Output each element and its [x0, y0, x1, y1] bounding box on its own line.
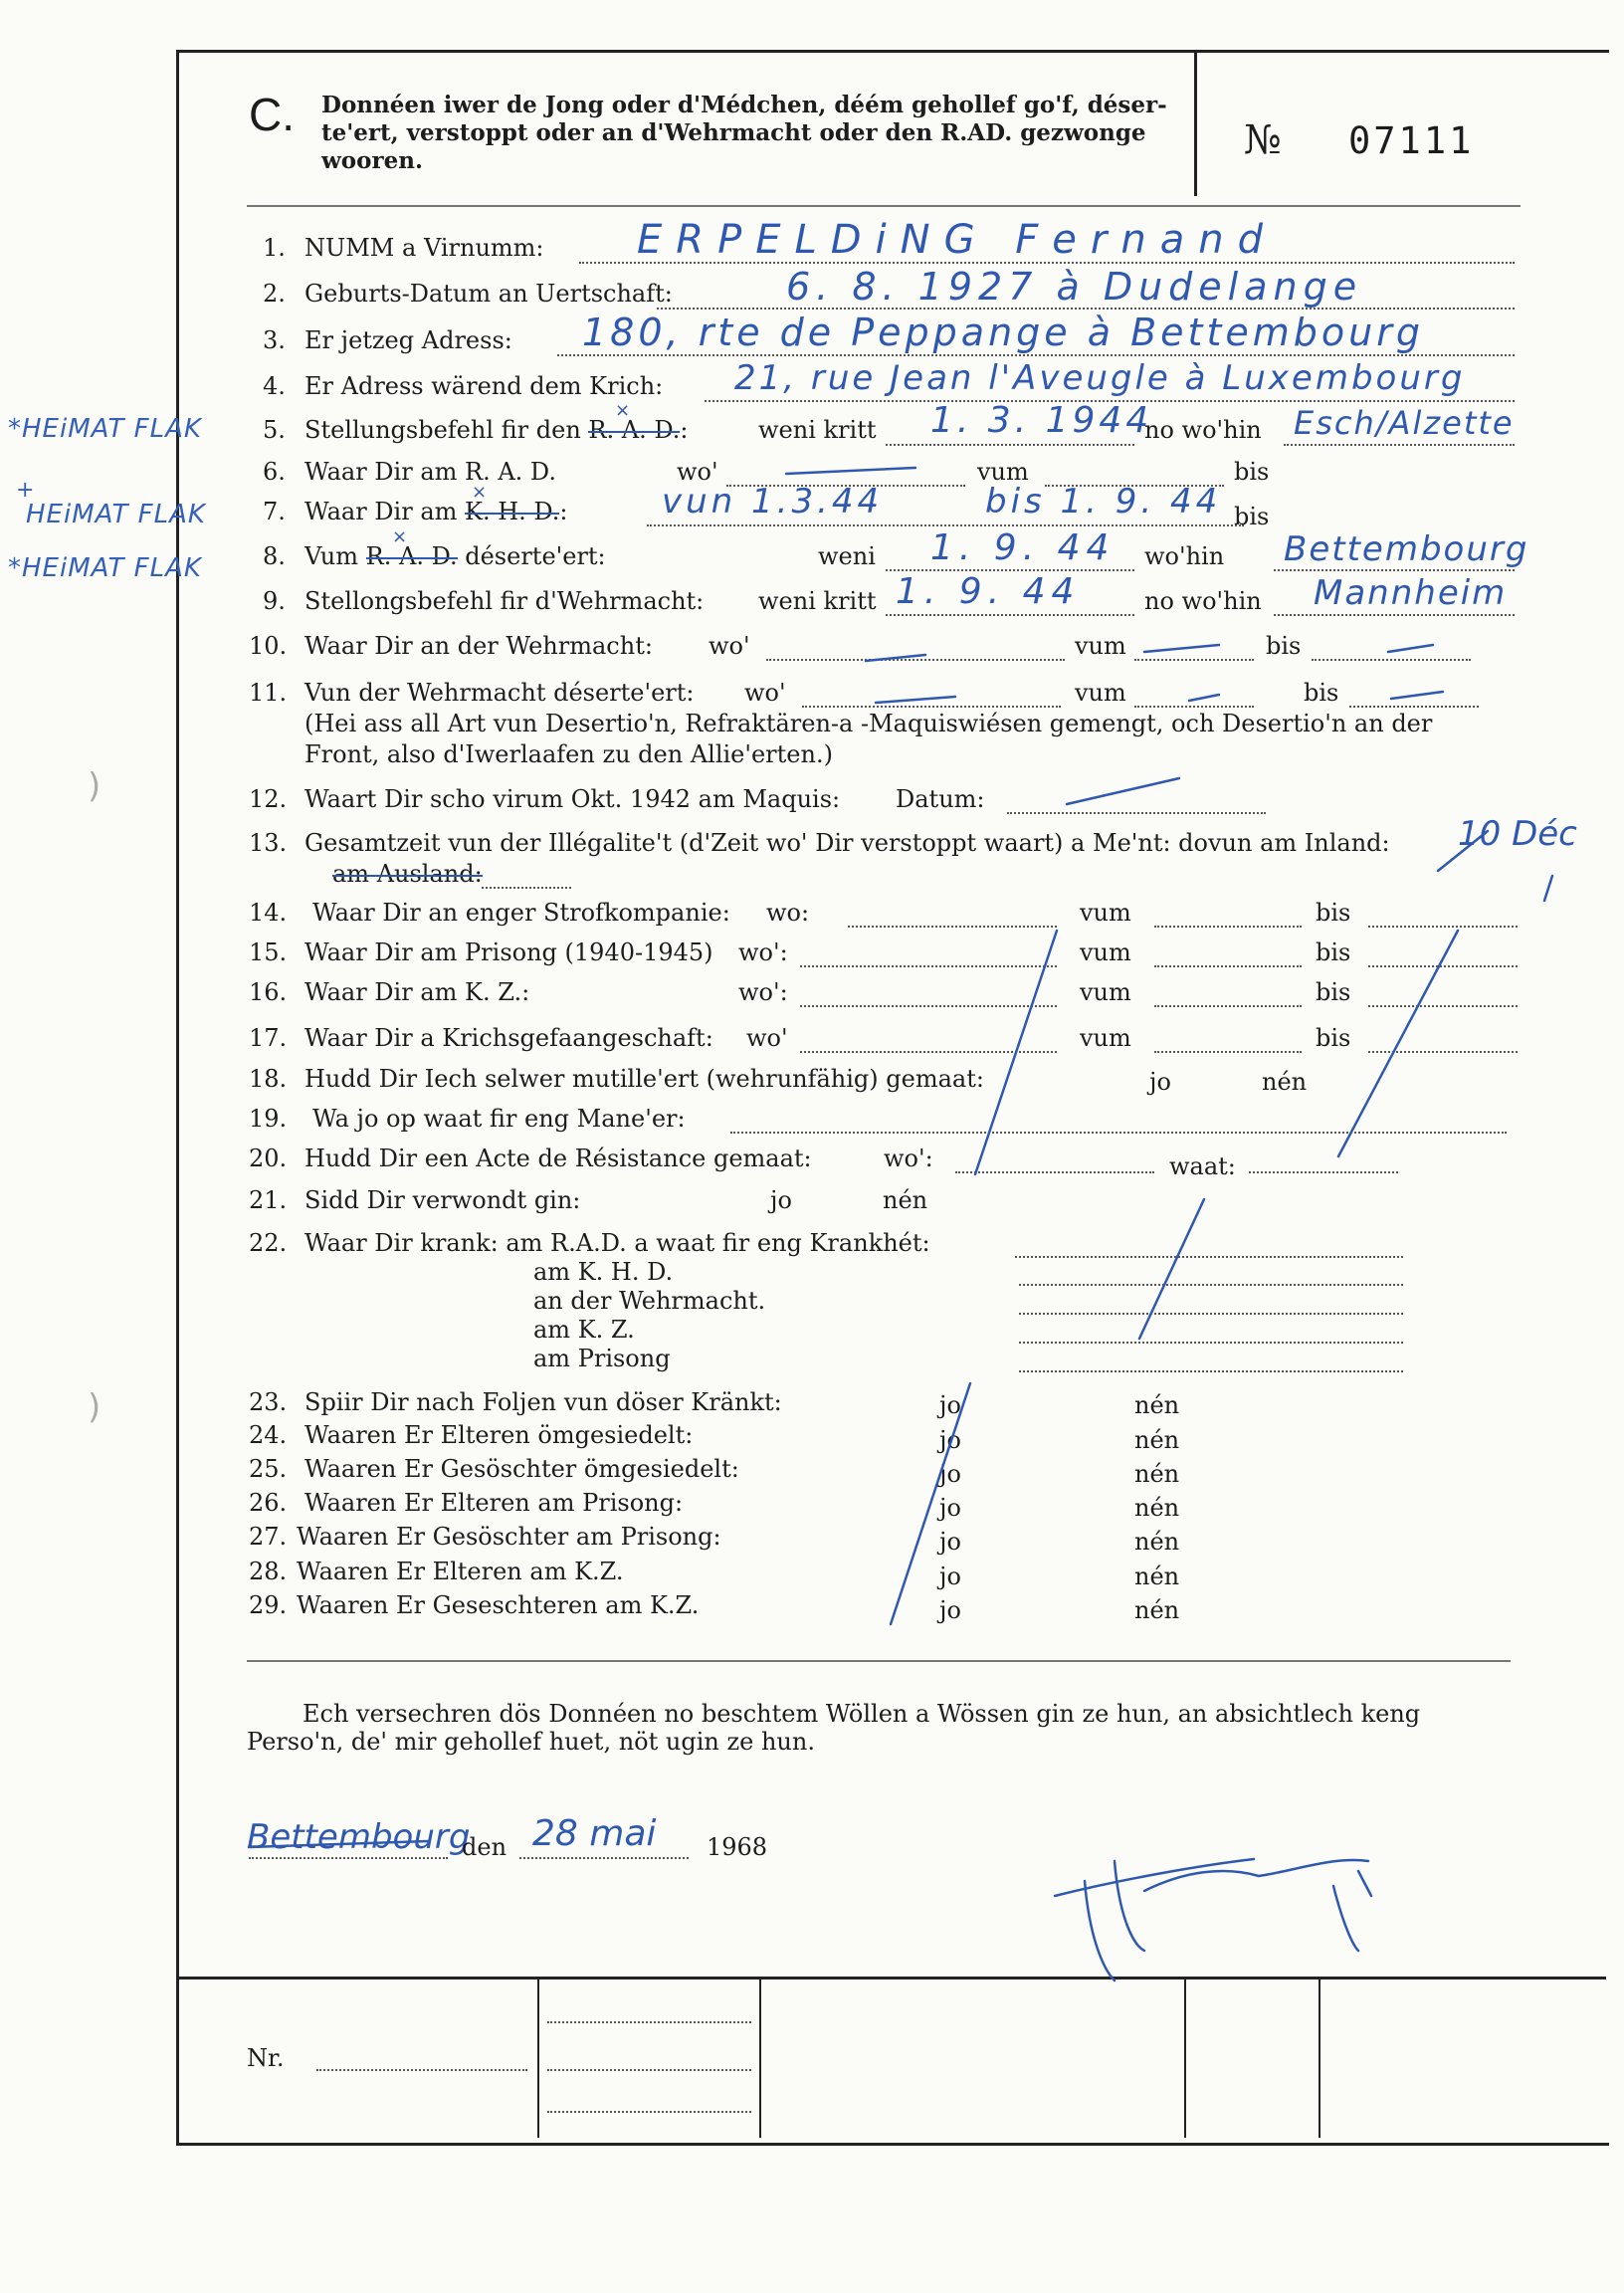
field-label: Waaren Er Gesöschter ömgesiedelt:: [304, 1455, 739, 1483]
row-number: 28.: [249, 1558, 288, 1585]
handwritten-date: 1. 3. 1944: [930, 400, 1153, 441]
dash-stroke: [1391, 692, 1443, 699]
handwritten-address: 180, rte de Peppange à Bettembourg: [582, 311, 1424, 354]
field-label: waat:: [1169, 1152, 1236, 1180]
option-yes: jo: [939, 1596, 961, 1624]
field-label: Er Adress wärend dem Krich:: [304, 372, 664, 400]
field-label: bis: [1304, 679, 1339, 707]
row-number: 12.: [249, 785, 288, 813]
field-label: wo:: [766, 899, 810, 927]
row-number: 21.: [249, 1186, 288, 1214]
handwritten-from: vun 1.3.44: [662, 482, 884, 521]
row-number: 26.: [249, 1489, 288, 1517]
row-number: 4.: [263, 372, 286, 400]
signature-stroke: [1055, 1859, 1371, 1980]
handwritten-name: ERPELDiNG Fernand: [637, 217, 1277, 263]
declaration-text: Ech versechren dös Donnéen no beschtem Wöllen a Wössen gin ze hun, an absichtlech keng: [303, 1700, 1421, 1728]
margin-note-star: +: [16, 478, 36, 503]
dash-stroke: [249, 1841, 428, 1847]
handwritten-place: Mannheim: [1314, 573, 1508, 613]
note-text: (Hei ass all Art vun Desertio'n, Refraktären-a -Maquiswiésen gemengt, och Desertio'n an der: [304, 710, 1433, 737]
handwritten-birth: 6. 8. 1927 à Dudelange: [786, 265, 1363, 309]
row-number: 24.: [249, 1421, 288, 1449]
field-label: bis: [1266, 632, 1302, 660]
row-number: 25.: [249, 1455, 288, 1483]
margin-note: HEiMAT FLAK: [26, 500, 206, 529]
row-number: 17.: [249, 1024, 288, 1052]
field-label: Waaren Er Gesöschter am Prisong:: [297, 1523, 721, 1551]
field-label: Waar Dir an der Wehrmacht:: [304, 632, 653, 660]
row-number: 8.: [263, 542, 286, 570]
field-label: Er jetzeg Adress:: [304, 326, 512, 354]
handwritten-date: 28 mai: [532, 1813, 657, 1854]
handwritten-war-address: 21, rue Jean l'Aveugle à Luxembourg: [734, 358, 1466, 398]
sub-label: an der Wehrmacht.: [533, 1287, 766, 1315]
row-number: 22.: [249, 1229, 288, 1257]
row-number: 3.: [263, 326, 286, 354]
field-label: Stellungsbefehl fir den R. A. D.:: [304, 416, 689, 444]
row-number: 11.: [249, 679, 288, 707]
field-label: Waart Dir scho virum Okt. 1942 am Maquis:: [304, 785, 841, 813]
field-label: wo':: [738, 978, 788, 1006]
dash-stroke: [786, 468, 915, 474]
field-label: wo':: [738, 938, 788, 966]
form-title: Donnéen iwer de Jong oder d'Médchen, déém gehollef go'f, déser-te'ert, verstoppt oder an d'Wehrmacht oder den R.AD. gezwonge wooren.: [321, 92, 1167, 174]
field-label: Wa jo op waat fir eng Mane'er:: [312, 1105, 686, 1133]
handwritten-place: Bettembourg: [1284, 529, 1529, 569]
field-label: Stellongsbefehl fir d'Wehrmacht:: [304, 587, 705, 615]
option-yes: jo: [939, 1460, 961, 1488]
option-no: nén: [1134, 1460, 1180, 1488]
field-label: Hudd Dir een Acte de Résistance gemaat:: [304, 1145, 812, 1172]
field-label: vum: [977, 458, 1029, 486]
option-yes: jo: [1149, 1068, 1171, 1096]
field-label: Waaren Er Elteren am K.Z.: [297, 1558, 624, 1585]
sub-label: am Prisong: [533, 1345, 671, 1372]
number-label: №: [1244, 117, 1282, 163]
field-label: Waar Dir a Krichsgefaangeschaft:: [304, 1024, 713, 1052]
field-label: Waar Dir am Prisong (1940-1945): [304, 938, 713, 966]
punch-hole-mark: ): [88, 766, 102, 806]
field-label: Waar Dir an enger Strofkompanie:: [312, 899, 730, 927]
dash-stroke: [876, 697, 955, 703]
field-label: weni: [818, 542, 876, 570]
option-yes: jo: [939, 1563, 961, 1590]
sub-label: am K. H. D.: [533, 1258, 674, 1286]
x-mark: ×: [615, 400, 631, 421]
slash-stroke: [1338, 931, 1458, 1156]
option-no: nén: [1134, 1426, 1180, 1454]
field-label: Vun der Wehrmacht déserte'ert:: [304, 679, 695, 707]
dash-stroke: [1388, 645, 1433, 652]
declaration-text: Perso'n, de' mir gehollef huet, nöt ugin ze hun.: [247, 1728, 815, 1756]
row-number: 10.: [249, 632, 288, 660]
field-label: NUMM a Virnumm:: [304, 234, 544, 262]
margin-note: *HEiMAT FLAK: [8, 553, 202, 583]
field-label: wo':: [884, 1145, 933, 1172]
field-label: Geburts-Datum an Uertschaft:: [304, 280, 673, 308]
slash-stroke: [1139, 1199, 1204, 1339]
row-number: 15.: [249, 938, 288, 966]
row-number: 29.: [249, 1591, 288, 1619]
field-label: Waar Dir krank: am R.A.D. a waat fir eng Krankhét:: [304, 1229, 930, 1257]
option-no: nén: [1134, 1494, 1180, 1522]
nr-label: Nr.: [247, 2044, 285, 2072]
field-label: weni kritt: [758, 587, 877, 615]
year-label: 1968: [707, 1833, 768, 1861]
dash-stroke: [1189, 695, 1219, 701]
row-number: 6.: [263, 458, 286, 486]
option-yes: jo: [770, 1186, 792, 1214]
slash-stroke: [1438, 831, 1488, 871]
row-number: 23.: [249, 1388, 288, 1416]
field-label: Sidd Dir verwondt gin:: [304, 1186, 581, 1214]
row-number: 5.: [263, 416, 286, 444]
row-number: 14.: [249, 899, 288, 927]
option-no: nén: [1262, 1068, 1308, 1096]
option-no: nén: [1134, 1528, 1180, 1556]
field-label: wo'hin: [1144, 542, 1225, 570]
field-label: wo': [677, 458, 718, 486]
row-number: 13.: [249, 829, 288, 857]
x-mark: ×: [392, 526, 408, 547]
option-yes: jo: [939, 1391, 961, 1419]
form-number: 07111: [1348, 119, 1475, 162]
punch-hole-mark: ): [88, 1387, 102, 1427]
section-letter: C.: [249, 89, 295, 140]
row-number: 20.: [249, 1145, 288, 1172]
field-label: no wo'hin: [1144, 587, 1262, 615]
field-label: Waaren Er Geseschteren am K.Z.: [297, 1591, 700, 1619]
row-number: 19.: [249, 1105, 288, 1133]
option-yes: jo: [939, 1528, 961, 1556]
field-label: vum: [1080, 978, 1131, 1006]
field-label: bis: [1316, 1024, 1351, 1052]
margin-note: *HEiMAT FLAK: [8, 414, 202, 444]
field-label: bis: [1316, 899, 1351, 927]
field-label: Spiir Dir nach Foljen vun döser Kränkt:: [304, 1388, 782, 1416]
field-label: Gesamtzeit vun der Illégalite't (d'Zeit wo' Dir verstoppt waart) a Me'nt: dovun am Inland:: [304, 829, 1390, 857]
row-number: 9.: [263, 587, 286, 615]
field-label: Waar Dir am R. A. D.: [304, 458, 556, 486]
field-label: bis: [1316, 938, 1351, 966]
dash-stroke: [1067, 778, 1179, 804]
field-label: den: [462, 1833, 508, 1861]
sub-label: am K. Z.: [533, 1316, 635, 1344]
handwritten-duration: 10 Déc: [1458, 814, 1577, 854]
slash-stroke: [975, 931, 1057, 1174]
option-no: nén: [1134, 1596, 1180, 1624]
row-number: 1.: [263, 234, 286, 262]
field-label: vum: [1075, 632, 1126, 660]
field-label: Hudd Dir Iech selwer mutille'ert (wehrunfähig) gemaat:: [304, 1065, 984, 1093]
dash-stroke: [866, 655, 925, 661]
field-label: vum: [1080, 1024, 1131, 1052]
field-label: vum: [1080, 938, 1131, 966]
option-yes: jo: [939, 1426, 961, 1454]
row-number: 7.: [263, 498, 286, 525]
field-label: Waaren Er Elteren am Prisong:: [304, 1489, 684, 1517]
row-number: 18.: [249, 1065, 288, 1093]
field-label: wo': [744, 679, 786, 707]
field-label: bis: [1316, 978, 1351, 1006]
option-no: nén: [1134, 1391, 1180, 1419]
field-label: bis: [1234, 458, 1270, 486]
field-label: weni kritt: [758, 416, 877, 444]
note-text: Front, also d'Iwerlaafen zu den Allie'erten.): [304, 740, 833, 768]
handwritten-date: 1. 9. 44: [930, 527, 1116, 568]
field-label: vum: [1075, 679, 1126, 707]
handwritten-to: bis 1. 9. 44: [985, 482, 1222, 521]
handwritten-place: Esch/Alzette: [1294, 404, 1515, 442]
row-number: 2.: [263, 280, 286, 308]
handwritten-date: 1. 9. 44: [896, 571, 1081, 612]
dash-stroke: [1144, 645, 1219, 652]
option-yes: jo: [939, 1494, 961, 1522]
field-label: Waaren Er Elteren ömgesiedelt:: [304, 1421, 694, 1449]
option-no: nén: [1134, 1563, 1180, 1590]
field-label: vum: [1080, 899, 1131, 927]
slash-stroke: [891, 1383, 970, 1624]
field-label: no wo'hin: [1144, 416, 1262, 444]
field-label: bis: [1234, 503, 1270, 530]
handwritten-place: Bettembourg: [247, 1817, 471, 1857]
field-label: wo': [746, 1024, 788, 1052]
field-label: wo': [709, 632, 750, 660]
field-label: Waar Dir am K. Z.:: [304, 978, 530, 1006]
slash-stroke: [1544, 876, 1552, 901]
field-label: Datum:: [896, 785, 985, 813]
option-no: nén: [883, 1186, 928, 1214]
field-label: am Ausland:: [332, 860, 483, 888]
field-label: Waar Dir am K. H. D.:: [304, 498, 568, 525]
field-label: Vum R. A. D. déserte'ert:: [304, 542, 606, 570]
row-number: 27.: [249, 1523, 288, 1551]
x-mark: ×: [472, 482, 488, 503]
row-number: 16.: [249, 978, 288, 1006]
